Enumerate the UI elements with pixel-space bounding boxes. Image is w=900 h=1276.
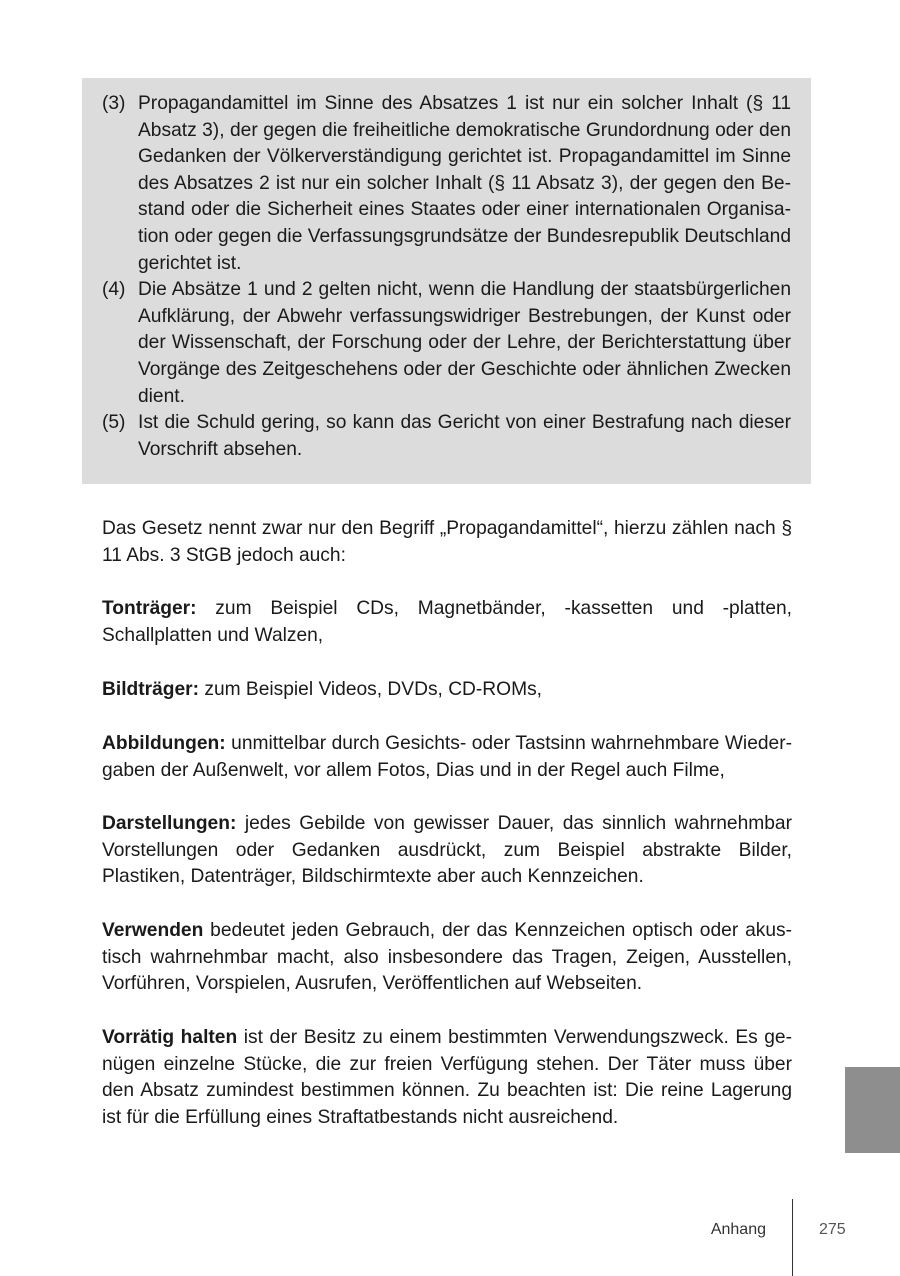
page-number: 275 [819,1221,846,1238]
paragraph-number: (4) [102,279,126,301]
paragraph-item-4 [102,277,791,410]
definition-term: Verwenden [102,920,204,941]
definition-bildtraeger [102,677,792,704]
paragraph-text: Propagandamittel im Sinne des Absatzes 1 ist nur ein solcher Inhalt (§ 11 Absatz 3), der gegen die freiheitliche demokratische Grundordnung oder den Gedanken der Völkerverständigung gerichtet ist. Propagandamittel im Sinne des Absatzes 2 ist nur ein solcher Inhalt (§ 11 Absatz 3), der gegen den Bestand oder die Sicherheit eines Staates oder einer internationalen Organisation oder gegen die Verfassungsgrundsätze der Bundesrepublik Deutschland gerichtet ist. [138,93,791,274]
definition-term: Darstellungen: [102,813,237,834]
definition-text: unmittelbar durch Gesichts- oder Tastsinn wahrnehmbare Wiedergaben der Außenwelt, vor allem Fotos, Dias und in der Regel auch Filme, [102,733,792,781]
paragraph-text: Die Absätze 1 und 2 gelten nicht, wenn die Handlung der staatsbürgerlichen Aufklärung, der Abwehr verfassungswidriger Bestrebungen, der Kunst oder der Wissenschaft, der Forschung oder der Lehre, der Berichterstattung über Vorgänge des Zeitgeschehens oder der Geschichte oder ähnlichen Zwecken dient. [138,279,791,407]
legal-quote-box [82,78,811,484]
definition-term: Vorrätig halten [102,1027,238,1048]
intro-paragraph: Das Gesetz nennt zwar nur den Begriff „Propagandamittel“, hierzu zählen nach § 11 Abs. 3 StGB jedoch auch: [102,518,792,566]
definition-verwenden [102,918,792,998]
chapter-side-tab [845,1067,900,1153]
definition-term: Tonträger: [102,598,197,619]
definition-abbildungen [102,731,792,784]
definition-term: Bildträger: [102,679,200,700]
definition-darstellungen [102,811,792,891]
footer-section-label: Anhang [710,1221,766,1238]
paragraph-item-3 [102,91,791,277]
definition-tontraeger [102,596,792,649]
definition-text: zum Beispiel CDs, Magnetbänder, -kassetten und -platten, Schallplatten und Walzen, [102,598,792,646]
definition-vorraetig-halten [102,1025,792,1131]
definition-text: jedes Gebilde von gewisser Dauer, das sinnlich wahrnehmbar Vorstellungen oder Gedanken ausdrückt, zum Beispiel abstrakte Bilder, Plastiken, Datenträger, Bildschirmtexte aber auch Kennzeichen. [102,813,792,888]
definition-term: Abbildungen: [102,733,226,754]
paragraph-text: Ist die Schuld gering, so kann das Gericht von einer Bestrafung nach dieser Vorschrift absehen. [138,412,791,460]
definition-text: zum Beispiel Videos, DVDs, CD-ROMs, [199,679,542,700]
paragraph-number: (5) [102,412,126,434]
paragraph-item-5 [102,410,791,463]
footer-divider [792,1199,793,1276]
paragraph-number: (3) [102,93,126,114]
definition-text: bedeutet jeden Gebrauch, der das Kennzeichen optisch oder akustisch wahrnehmbar macht, also insbesondere das Tragen, Zeigen, Ausstellen, Vorführen, Vorspielen, Ausrufen, Veröffentlichen auf Webseiten. [102,920,792,995]
definition-text: ist der Besitz zu einem bestimmten Verwendungszweck. Es genügen einzelne Stücke, die zur freien Verfügung stehen. Der Täter muss über den Absatz zumindest bestimmen können. Zu beachten ist: Die reine Lagerung ist für die Erfüllung eines Straftatbestands nicht ausreichend. [102,1027,792,1128]
